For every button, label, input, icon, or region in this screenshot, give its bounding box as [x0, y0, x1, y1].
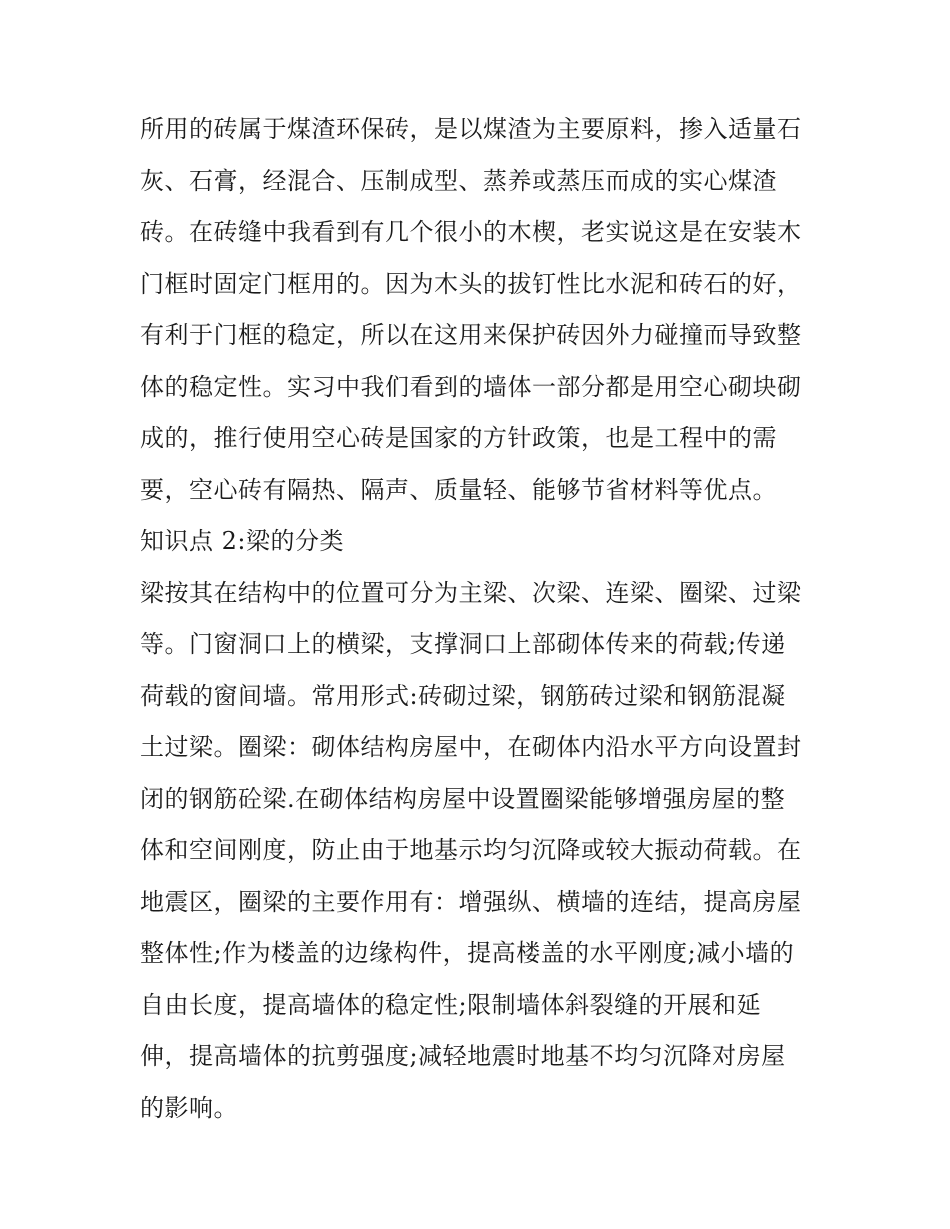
text-line: 所用的砖属于煤渣环保砖，是以煤渣为主要原料，掺入适量石 — [140, 115, 802, 143]
text-line: 地震区，圈梁的主要作用有：增强纵、横墙的连结，提高房屋 — [140, 887, 802, 916]
text-line: 闭的钢筋砼梁.在砌体结构房屋中设置圈梁能够增强房屋的整 — [140, 784, 786, 813]
text-line: 等。门窗洞口上的横梁，支撑洞口上部砌体传来的荷载;传递 — [140, 630, 786, 658]
text-line: 体的稳定性。实习中我们看到的墙体一部分都是用空心砌块砌 — [140, 372, 802, 401]
text-line: 伸，提高墙体的抗剪强度;减轻地震时地基不均匀沉降对房屋 — [140, 1042, 786, 1070]
text-line: 成的，推行使用空心砖是国家的方针政策，也是工程中的需 — [140, 424, 777, 452]
text-line: 自由长度，提高墙体的稳定性;限制墙体斜裂缝的开展和延 — [140, 990, 762, 1019]
text-line: 体和空间刚度，防止由于地基示均匀沉降或较大振动荷载。在 — [140, 836, 802, 864]
text-line: 门框时固定门框用的。因为木头的拔钉性比水泥和砖石的好， — [140, 269, 802, 298]
text-line: 灰、石膏，经混合、压制成型、蒸养或蒸压而成的实心煤渣 — [140, 166, 777, 195]
body-text — [140, 104, 820, 1134]
text-line: 梁按其在结构中的位置可分为主梁、次梁、连梁、圈梁、过梁 — [140, 578, 802, 607]
text-line: 土过梁。圈梁：砌体结构房屋中，在砌体内沿水平方向设置封 — [140, 733, 802, 761]
text-line: 砖。在砖缝中我看到有几个很小的木楔，老实说这是在安装木 — [140, 218, 802, 246]
text-line: 的影响。 — [140, 1093, 238, 1122]
section-heading: 知识点 2:梁的分类 — [140, 527, 344, 555]
text-line: 荷载的窗间墙。常用形式:砖砌过梁，钢筋砖过梁和钢筋混凝 — [140, 681, 786, 710]
text-line: 整体性;作为楼盖的边缘构件，提高楼盖的水平刚度;减小墙的 — [140, 939, 795, 967]
text-line: 要，空心砖有隔热、隔声、质量轻、能够节省材料等优点。 — [140, 475, 777, 504]
text-line: 有利于门框的稳定，所以在这用来保护砖因外力碰撞而导致整 — [140, 321, 802, 349]
